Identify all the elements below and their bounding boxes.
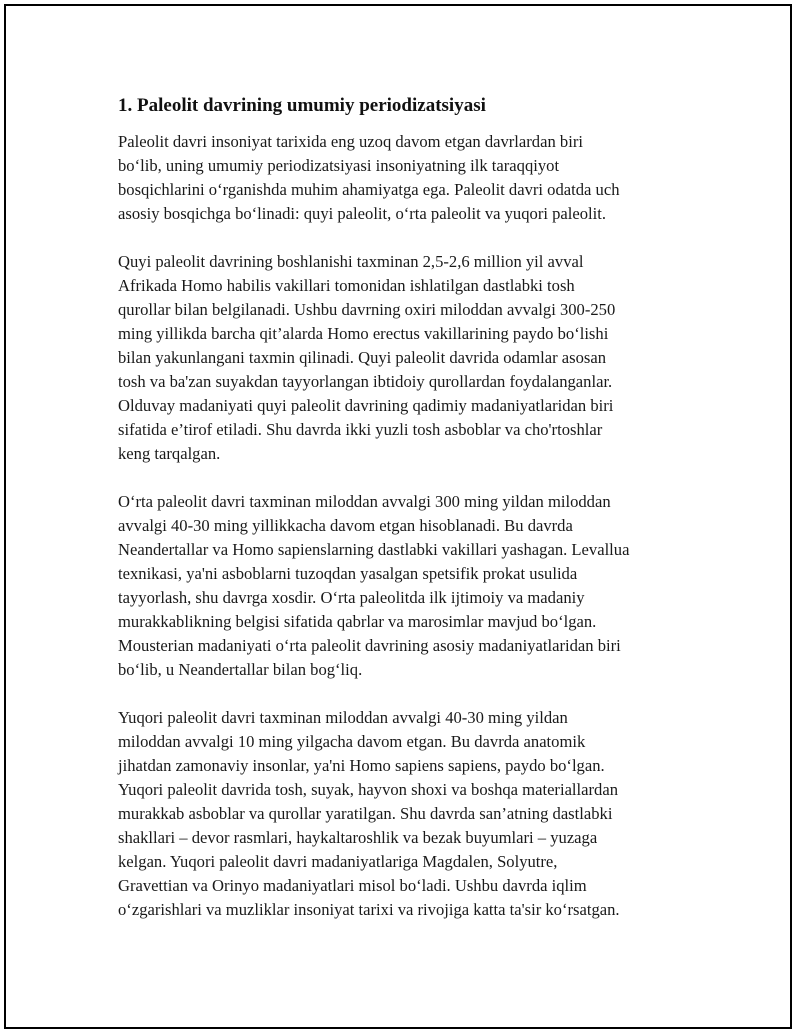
paragraph-2 [118,250,690,466]
text-line: murakkablikning belgisi sifatida qabrlar va marosimlar mavjud bo‘lgan. [118,612,597,631]
text-line: bo‘lib, uning umumiy periodizatsiyasi insoniyatning ilk taraqqiyot [118,156,560,175]
text-line: tayyorlash, shu davrga xosdir. O‘rta paleolitda ilk ijtimoiy va madaniy [118,588,585,607]
text-line: o‘zgarishlari va muzliklar insoniyat tarixi va rivojiga katta ta'sir ko‘rsatgan. [118,900,620,919]
text-line: Mousterian madaniyati o‘rta paleolit davrining asosiy madaniyatlaridan biri [118,636,621,655]
text-line: qurollar bilan belgilanadi. Ushbu davrning oxiri miloddan avvalgi 300-250 [118,300,616,319]
text-line: murakkab asboblar va qurollar yaratilgan. Shu davrda san’atning dastlabki [118,804,613,823]
text-line: asosiy bosqichga bo‘linadi: quyi paleolit, o‘rta paleolit va yuqori paleolit. [118,204,607,223]
text-line: Yuqori paleolit davri taxminan miloddan avvalgi 40-30 ming yildan [118,708,568,727]
text-line: Neandertallar va Homo sapienslarning dastlabki vakillari yashagan. Levallua [118,540,630,559]
text-line: texnikasi, ya'ni asboblarni tuzoqdan yasalgan spetsifik prokat usulida [118,564,578,583]
text-line: sifatida e’tirof etiladi. Shu davrda ikki yuzli tosh asboblar va cho'rtoshlar [118,420,603,439]
text-line: bosqichlarini o‘rganishda muhim ahamiyatga ega. Paleolit davri odatda uch [118,180,620,199]
text-line: bilan yakunlangani taxmin qilinadi. Quyi paleolit davrida odamlar asosan [118,348,607,367]
document-title: 1. Paleolit davrining umumiy periodizatsiyasi [118,95,486,116]
text-line: shakllari – devor rasmlari, haykaltaroshlik va bezak buyumlari – yuzaga [118,828,598,847]
text-line: keng tarqalgan. [118,444,221,463]
text-line: avvalgi 40-30 ming yillikkacha davom etgan hisoblanadi. Bu davrda [118,516,573,535]
text-line: Quyi paleolit davrining boshlanishi taxminan 2,5-2,6 million yil avval [118,252,584,271]
paragraph-3 [118,490,690,682]
text-line: O‘rta paleolit davri taxminan miloddan avvalgi 300 ming yildan miloddan [118,492,611,511]
text-line: miloddan avvalgi 10 ming yilgacha davom etgan. Bu davrda anatomik [118,732,586,751]
document-body [118,94,690,946]
text-line: Yuqori paleolit davrida tosh, suyak, hayvon shoxi va boshqa materiallardan [118,780,618,799]
text-line: Olduvay madaniyati quyi paleolit davrining qadimiy madaniyatlaridan biri [118,396,614,415]
text-line: tosh va ba'zan suyakdan tayyorlangan ibtidoiy qurollardan foydalanganlar. [118,372,613,391]
text-line: bo‘lib, u Neandertallar bilan bog‘liq. [118,660,363,679]
text-line: Paleolit davri insoniyat tarixida eng uzoq davom etgan davrlardan biri [118,132,583,151]
paragraph-4 [118,706,690,922]
text-line: ming yillikda barcha qit’alarda Homo erectus vakillarining paydo bo‘lishi [118,324,609,343]
text-line: Afrikada Homo habilis vakillari tomonidan ishlatilgan dastlabki tosh [118,276,575,295]
text-line: jihatdan zamonaviy insonlar, ya'ni Homo sapiens sapiens, paydo bo‘lgan. [118,756,605,775]
text-line: Gravettian va Orinyo madaniyatlari misol bo‘ladi. Ushbu davrda iqlim [118,876,587,895]
paragraph-1 [118,130,690,226]
text-line: kelgan. Yuqori paleolit davri madaniyatlariga Magdalen, Solyutre, [118,852,558,871]
